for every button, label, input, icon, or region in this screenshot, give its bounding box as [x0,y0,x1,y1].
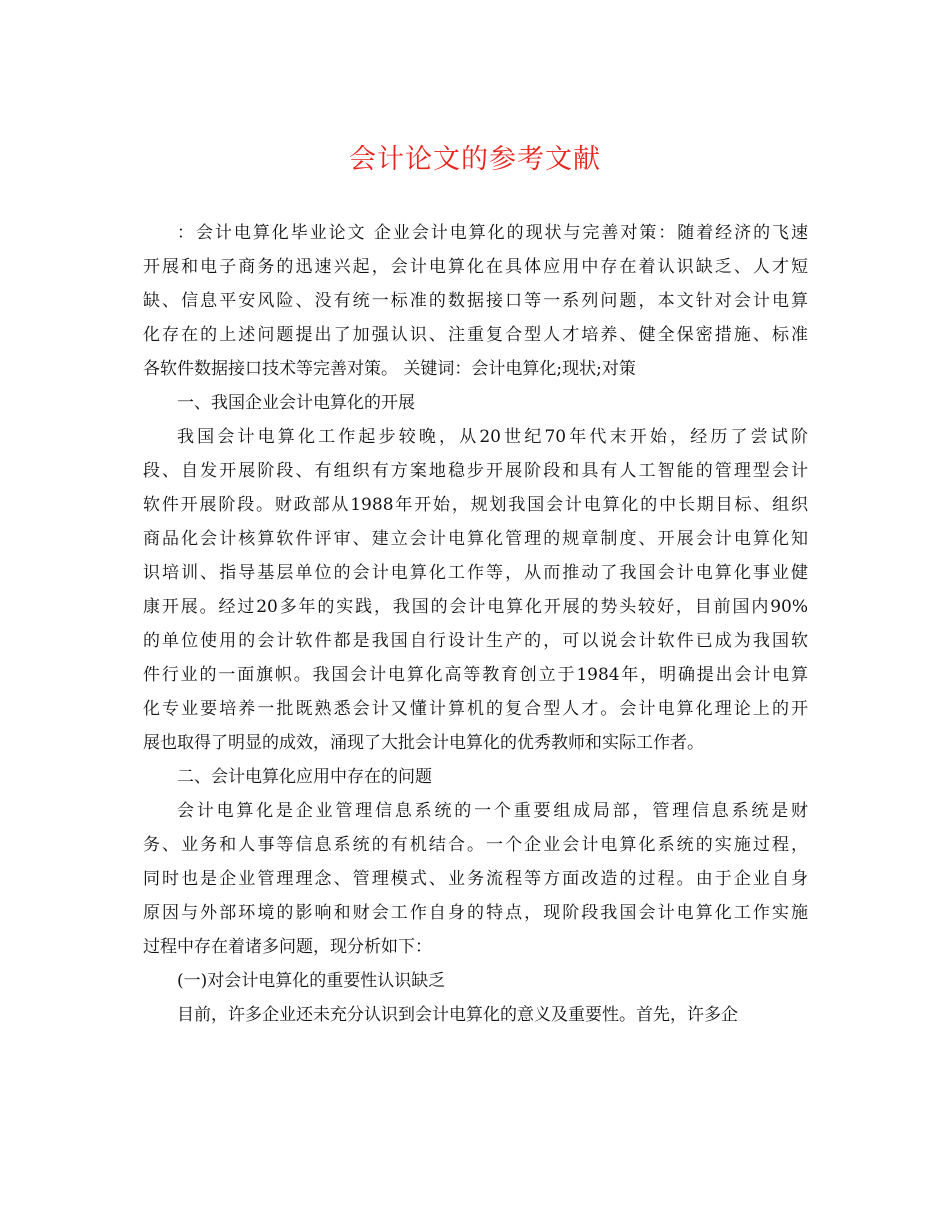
body-paragraph [143,794,808,964]
paragraph-line: 件行业的一面旗帜。我国会计电算化高等教育创立于1984年，明确提出会计电算 [143,665,808,685]
paragraph-line: 化专业要培养一批既熟悉会计又懂计算机的复合型人才。会计电算化理论上的开 [143,699,808,719]
paragraph-line: 化存在的上述问题提出了加强认识、注重复合型人才培养、健全保密措施、标准 [143,325,808,345]
body-paragraph [143,216,808,386]
paragraph-line: 软件开展阶段。财政部从1988年开始，规划我国会计电算化的中长期目标、组织 [143,495,808,515]
paragraph-line: ：会计电算化毕业论文 企业会计电算化的现状与完善对策：随着经济的飞速 [177,223,808,243]
paragraph-line: 目前，许多企业还未充分认识到会计电算化的意义及重要性。首先，许多企 [177,1005,738,1025]
paragraph-line: 同时也是企业管理理念、管理模式、业务流程等方面改造的过程。由于企业自身 [143,869,808,889]
paragraph-line: 段、自发开展阶段、有组织有方案地稳步开展阶段和具有人工智能的管理型会计 [143,461,808,481]
paragraph-line: 开展和电子商务的迅速兴起，会计电算化在具体应用中存在着认识缺乏、人才短 [143,257,808,277]
paragraph-line: 过程中存在着诸多问题，现分析如下： [143,937,432,957]
paragraph-line: 康开展。经过20多年的实践，我国的会计电算化开展的势头较好，目前国内90% [143,597,808,617]
paragraph-line: 我国会计电算化工作起步较晚，从20世纪70年代末开始，经历了尝试阶 [177,427,808,447]
document-title: 会计论文的参考文献 [349,144,601,175]
paragraph-line: 会计电算化是企业管理信息系统的一个重要组成局部，管理信息系统是财 [177,801,808,821]
paragraph-line: 缺、信息平安风险、没有统一标准的数据接口等一系列问题，本文针对会计电算 [143,291,808,311]
heading-text: 二、会计电算化应用中存在的问题 [177,767,432,787]
section-heading [143,964,808,998]
paragraph-line: 商品化会计核算软件评审、建立会计电算化管理的规章制度、开展会计电算化知 [143,529,808,549]
heading-text: (一)对会计电算化的重要性认识缺乏 [177,971,446,991]
body-paragraph [143,998,808,1032]
section-heading [143,386,808,420]
paragraph-line: 各软件数据接口技术等完善对策。 关键词：会计电算化;现状;对策 [143,359,636,379]
heading-text: 一、我国企业会计电算化的开展 [177,393,415,413]
document-body [143,216,808,1032]
paragraph-line: 务、业务和人事等信息系统的有机结合。一个企业会计电算化系统的实施过程， [143,835,808,855]
paragraph-line: 的单位使用的会计软件都是我国自行设计生产的，可以说会计软件已成为我国软 [143,631,808,651]
paragraph-line: 原因与外部环境的影响和财会工作自身的特点，现阶段我国会计电算化工作实施 [143,903,808,923]
paragraph-line: 识培训、指导基层单位的会计电算化工作等，从而推动了我国会计电算化事业健 [143,563,808,583]
body-paragraph [143,420,808,760]
section-heading [143,760,808,794]
paragraph-line: 展也取得了明显的成效，涌现了大批会计电算化的优秀教师和实际工作者。 [143,733,704,753]
